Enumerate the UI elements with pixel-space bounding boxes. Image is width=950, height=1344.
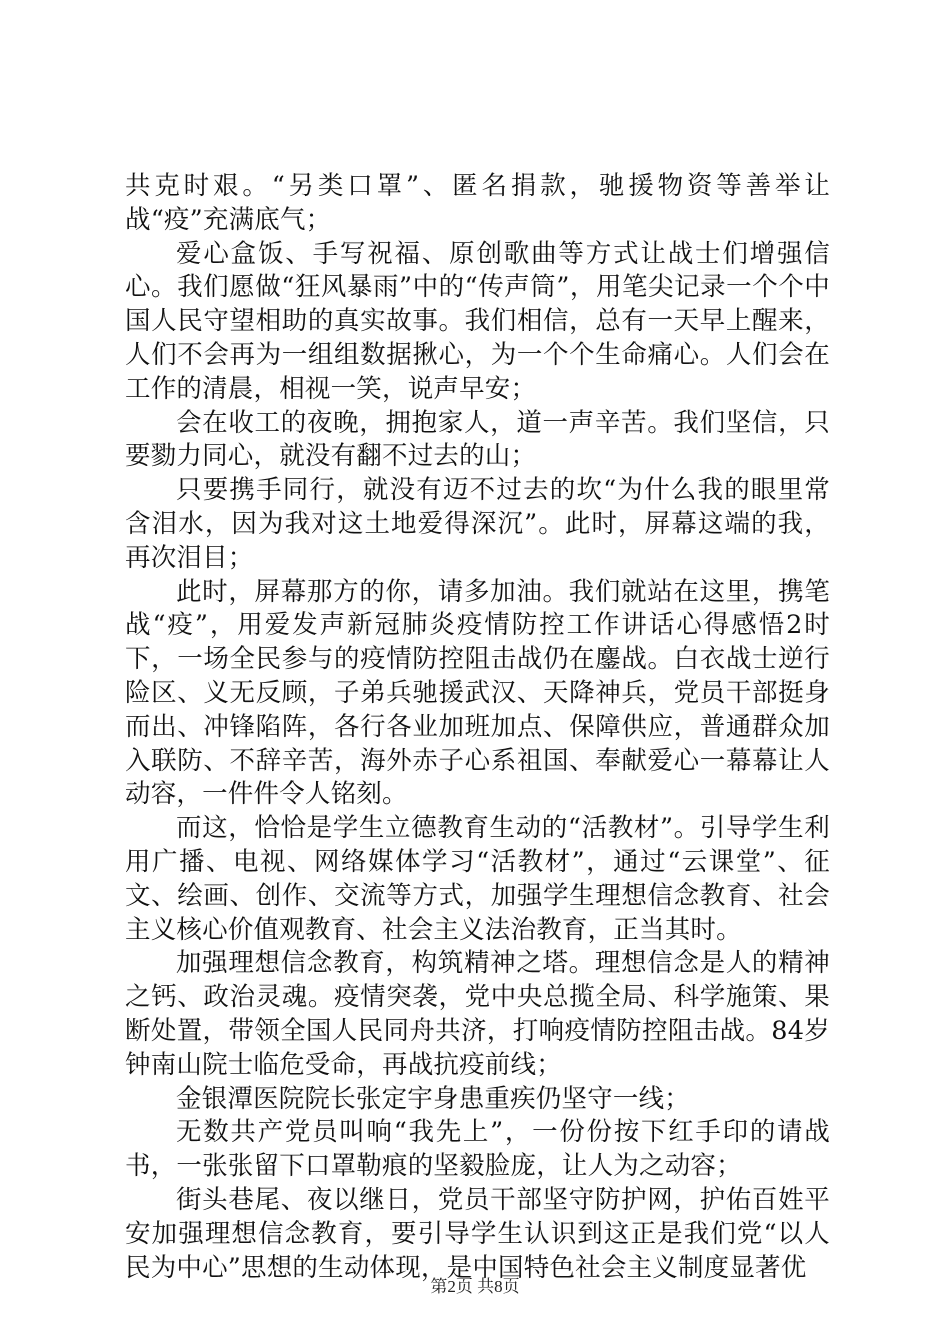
body-text (125, 170, 830, 1285)
paragraph: 而这，恰恰是学生立德教育生动的“活教材”。引导学生利用广播、电视、网络媒体学习“活教材”，通过“云课堂”、征文、绘画、创作、交流等方式，加强学生理想信念教育、社会主义核心价值观教育、社会主义法治教育，正当其时。 (125, 813, 830, 945)
paragraph: 此时，屏幕那方的你，请多加油。我们就站在这里，携笔战“疫”，用爱发声新冠肺炎疫情防控工作讲话心得感悟2时下，一场全民参与的疫情防控阻击战仍在鏖战。白衣战士逆行险区、义无反顾，子弟兵驰援武汉、天降神兵，党员干部挺身而出、冲锋陷阵，各行各业加班加点、保障供应，普通群众加入联防、不辞辛苦，海外赤子心系祖国、奉献爱心一幕幕让人动容，一件件令人铭刻。 (125, 576, 830, 810)
paragraph: 无数共产党员叫响“我先上”，一份份按下红手印的请战书，一张张留下口罩勒痕的坚毅脸庞，让人为之动容； (125, 1117, 830, 1182)
paragraph: 共克时艰。“另类口罩”、匿名捐款，驰援物资等善举让战“疫”充满底气； (125, 171, 830, 235)
paragraph: 加强理想信念教育，构筑精神之塔。理想信念是人的精神之钙、政治灵魂。疫情突袭，党中央总揽全局、科学施策、果断处置，带领全国人民同舟共济，打响疫情防控阻击战。84岁钟南山院士临危受命，再战抗疫前线； (125, 948, 830, 1080)
paragraph: 会在收工的夜晚，拥抱家人，道一声辛苦。我们坚信，只要勠力同心，就没有翻不过去的山； (125, 407, 830, 472)
paragraph: 金银潭医院院长张定宇身患重疾仍坚守一线； (176, 1083, 691, 1114)
paragraph: 爱心盒饭、手写祝福、原创歌曲等方式让战士们增强信心。我们愿做“狂风暴雨”中的“传声筒”，用笔尖记录一个个中国人民守望相助的真实故事。我们相信，总有一天早上醒来，人们不会再为一组组数据揪心，为一个个生命痛心。人们会在工作的清晨，相视一笑，说声早安； (125, 238, 830, 404)
paragraph: 只要携手同行，就没有迈不过去的坎“为什么我的眼里常含泪水，因为我对这土地爱得深沉”。此时，屏幕这端的我，再次泪目； (125, 475, 830, 573)
page-footer: 第2页 共8页 (430, 1277, 520, 1296)
paragraph: 街头巷尾、夜以继日，党员干部坚守防护网，护佑百姓平安加强理想信念教育，要引导学生认识到这正是我们党“以人民为中心”思想的生动体现，是中国特色社会主义制度显著优 (125, 1184, 830, 1283)
